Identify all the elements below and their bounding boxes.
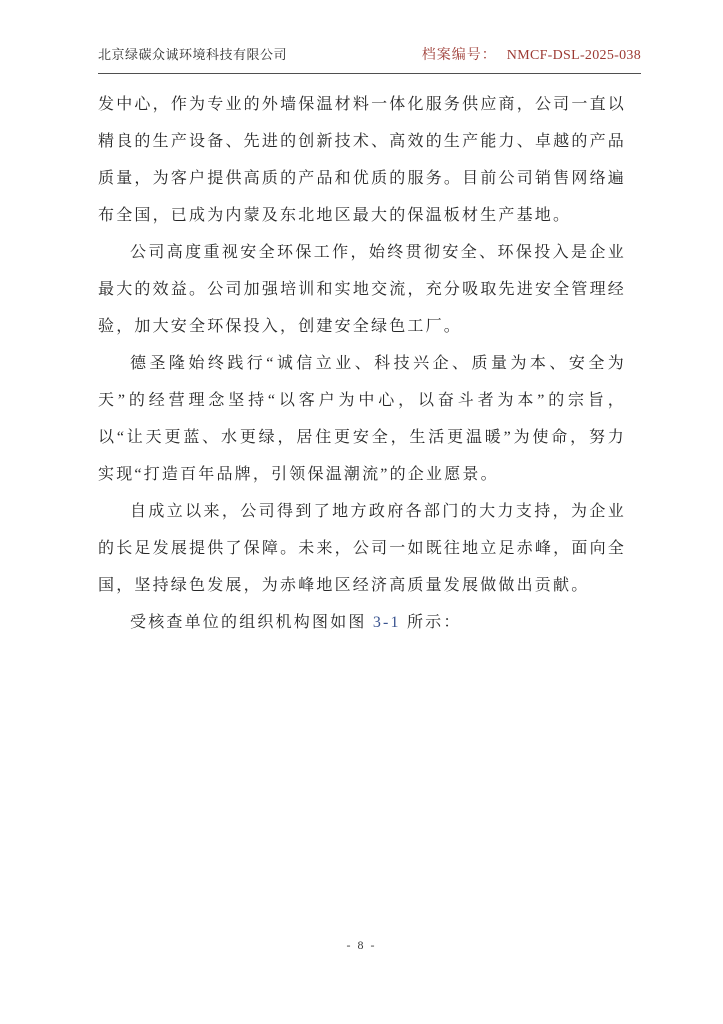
page-footer (0, 938, 723, 953)
paragraph-safety-environment: 公司高度重视安全环保工作，始终贯彻安全、环保投入是企业最大的效益。公司加强培训和实地交流，充分吸取先进安全管理经验，加大安全环保投入，创建安全绿色工厂。 (98, 244, 626, 335)
archive-label: 档案编号： (421, 48, 497, 63)
figure-sentence-prefix: 受核查单位的组织机构图如图 (130, 614, 373, 631)
paragraph-government-support: 自成立以来，公司得到了地方政府各部门的大力支持，为企业的长足发展提供了保障。未来，公司一如既往地立足赤峰，面向全国，坚持绿色发展，为赤峰地区经济高质量发展做做出贡献。 (98, 503, 626, 594)
company-name: 北京绿碳众诚环境科技有限公司 (98, 47, 288, 62)
paragraph-figure-sentence (98, 604, 626, 641)
archive-id (422, 44, 641, 64)
figure-reference: 3-1 (372, 614, 401, 631)
figure-sentence-suffix: 所示： (400, 614, 462, 631)
archive-number: NMCF-DSL-2025-038 (506, 48, 641, 63)
page-header (98, 44, 641, 74)
paragraph-company-philosophy: 德圣隆始终践行“诚信立业、科技兴企、质量为本、安全为天”的经营理念坚持“以客户为中心，以奋斗者为本”的宗旨，以“让天更蓝、水更绿，居住更安全，生活更温暖”为使命，努力实现“打造百年品牌，引领保温潮流”的企业愿景。 (98, 355, 626, 483)
body-content (98, 86, 626, 641)
paragraph-company-intro: 发中心，作为专业的外墙保温材料一体化服务供应商，公司一直以精良的生产设备、先进的创新技术、高效的生产能力、卓越的产品质量，为客户提供高质的产品和优质的服务。目前公司销售网络遍布全国，已成为内蒙及东北地区最大的保温板材生产基地。 (98, 96, 626, 224)
page-number: - 8 - (346, 938, 377, 952)
